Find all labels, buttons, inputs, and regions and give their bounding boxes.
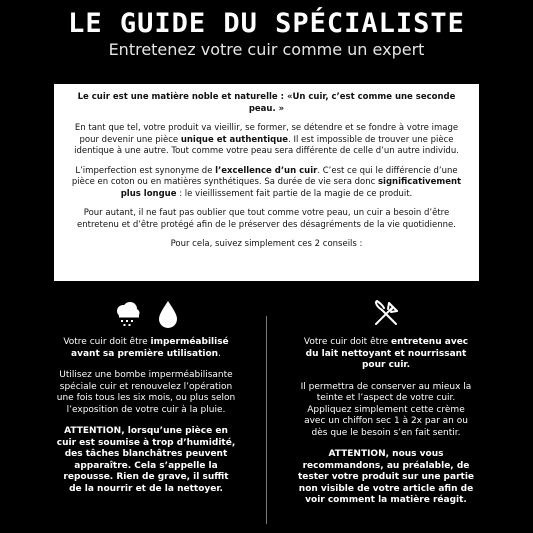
intro-paragraph-care: Pour autant, il ne faut pas oublier que tout comme votre peau, un cuir a besoin d’être entretenu et d’être protégé afin de le préserver des désagréments de la vie quotidienne.: [77, 208, 456, 230]
intro-text: . Il est impossible de trouver une pièce identique à une autre. Tout comme votre peau sera différente de celle d’un autre individu.: [74, 134, 459, 156]
intro-paragraph-advice: Pour cela, suivez simplement ces 2 conseils :: [170, 239, 363, 249]
intro-text: L’imperfection est synonyme de: [75, 165, 216, 176]
maintenance-column: [296, 297, 476, 517]
intro-emphasis: unique et authentique: [180, 134, 289, 145]
intro-emphasis: significativement plus longue: [120, 177, 462, 199]
page-title: LE GUIDE DU SPÉCIALISTE: [68, 8, 465, 39]
intro-text: En tant que tel, votre produit va vieillir, se former, se détendre et se fondre à votre image pour devenir une pièce: [74, 123, 459, 145]
intro-text: : le vieillissement fait partie de la magie de ce produit.: [176, 188, 413, 199]
intro-paragraph-uniqueness: [64, 123, 469, 158]
fork-knife-icon: [370, 298, 402, 330]
column-text: .: [218, 348, 221, 359]
intro-card: [54, 84, 479, 281]
water-drop-icon: [156, 299, 180, 329]
waterproofing-details: Utilisez une bombe imperméabilisante spéciale cuir et renouvelez l’opération une fois tous les six mois, ou plus selon l’exposition de votre cuir à la pluie.: [56, 370, 236, 415]
intro-lead: Le cuir est une matière noble et naturelle : «Un cuir, c’est comme une seconde peau. »: [77, 92, 456, 114]
page-subtitle: Entretenez votre cuir comme un expert: [108, 40, 425, 59]
waterproofing-instruction: [56, 337, 236, 360]
intro-emphasis: l’excellence d’un cuir: [215, 165, 318, 176]
maintenance-details: Il permettra de conserver au mieux la teinte et l’aspect de votre cuir. Appliquez simplement cette crème avec un chiffon sec 1 à 2x par an ou dès que le besoin s’en fait sentir.: [300, 381, 472, 438]
column-divider: [266, 316, 267, 524]
intro-text: . C’est ce qui le différencie d’une pièce en coton ou en matières synthétiques. Sa durée de vie sera donc: [71, 165, 458, 187]
waterproofing-icons: [56, 297, 236, 331]
rain-cloud-icon: [112, 299, 142, 329]
column-text: Votre cuir doit être: [63, 337, 151, 347]
column-emphasis: imperméabilisé avant sa première utilisation: [71, 337, 229, 359]
waterproofing-column: [56, 297, 236, 505]
intro-paragraph-imperfection: [64, 166, 469, 201]
column-emphasis: entretenu avec du lait nettoyant et nourrissant pour cuir.: [305, 337, 469, 370]
maintenance-warning: ATTENTION, nous vous recommandons, au préalable, de tester votre produit sur une partie non visible de votre article afin de voir comment la matière réagit.: [297, 449, 475, 505]
waterproofing-warning: ATTENTION, lorsqu’une pièce en cuir est soumise à trop d’humidité, des tâches blanchâtres peuvent apparaître. Cela s’appelle la repousse. Rien de grave, il suffit de la nourrir et de la nettoyer.: [56, 426, 236, 494]
maintenance-icons: [296, 297, 476, 331]
column-text: Votre cuir doit être: [303, 337, 392, 347]
maintenance-instruction: [296, 337, 476, 372]
